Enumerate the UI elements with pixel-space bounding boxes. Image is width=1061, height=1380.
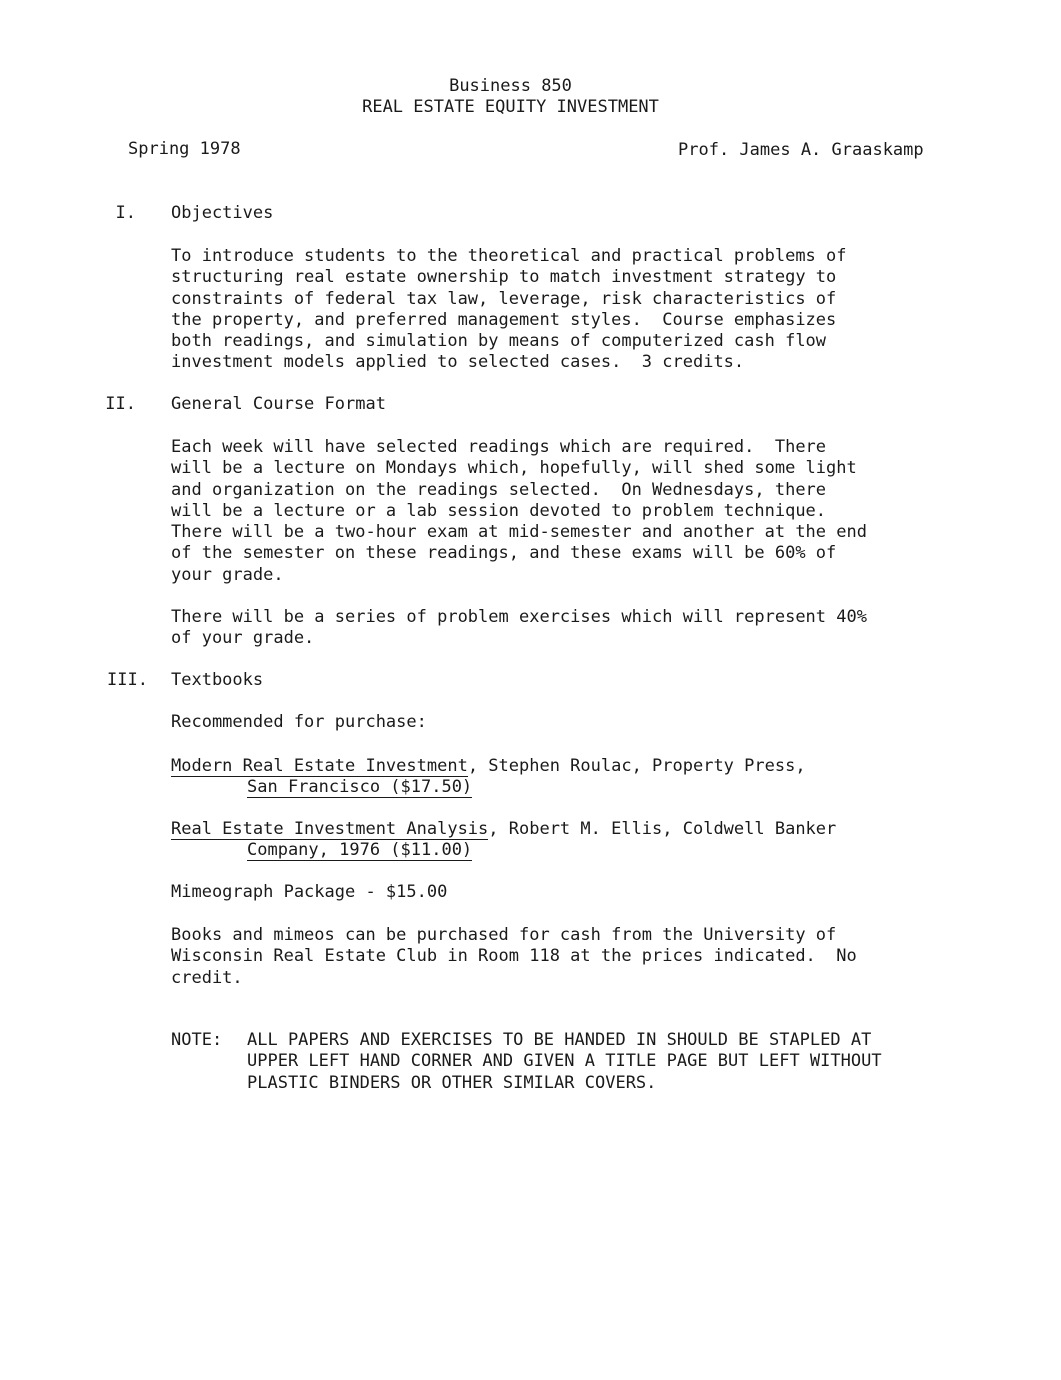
text-line: structuring real estate ownership to match investment strategy to	[171, 267, 837, 288]
text-line: investment models applied to selected cases. 3 credits.	[171, 352, 745, 373]
format-paragraph-1	[171, 437, 951, 586]
text-line: PLASTIC BINDERS OR OTHER SIMILAR COVERS.	[247, 1072, 657, 1093]
book-publisher-line: Company, 1976 ($11.00)	[247, 840, 473, 861]
text-line: constraints of federal tax law, leverage, risk characteristics of	[171, 288, 837, 309]
text-line: UPPER LEFT HAND CORNER AND GIVEN A TITLE PAGE BUT LEFT WITHOUT	[247, 1051, 882, 1072]
professor: Prof. James A. Graaskamp	[678, 140, 924, 160]
section-number-1: I.	[115, 203, 136, 223]
book-entry	[171, 756, 951, 799]
book-title: Real Estate Investment Analysis	[171, 819, 489, 839]
purchase-paragraph	[171, 925, 951, 989]
text-line: Wisconsin Real Estate Club in Room 118 at the prices indicated. No	[171, 946, 857, 967]
text-line: the property, and preferred management styles. Course emphasizes	[171, 309, 837, 330]
text-line: your grade.	[171, 564, 284, 585]
book-title: Modern Real Estate Investment	[171, 756, 468, 776]
note-label: NOTE:	[171, 1030, 223, 1050]
text-line: both readings, and simulation by means of computerized cash flow	[171, 331, 827, 352]
format-paragraph-2	[171, 607, 951, 650]
objectives-paragraph	[171, 246, 951, 374]
text-line: of your grade.	[171, 628, 315, 649]
section-number-3: III.	[107, 670, 148, 690]
course-number: Business 850	[449, 76, 572, 96]
text-line: There will be a series of problem exercises which will represent 40%	[171, 607, 867, 627]
course-title: REAL ESTATE EQUITY INVESTMENT	[362, 97, 659, 117]
text-line: of the semester on these readings, and these exams will be 60% of	[171, 543, 837, 564]
term: Spring 1978	[128, 139, 241, 159]
text-line: credit.	[171, 967, 243, 988]
section-title-course-format: General Course Format	[171, 394, 386, 414]
section-title-textbooks: Textbooks	[171, 670, 264, 690]
mimeograph-package: Mimeograph Package - $15.00	[171, 882, 448, 902]
section-title-objectives: Objectives	[171, 203, 274, 223]
text-line: There will be a two-hour exam at mid-semester and another at the end	[171, 522, 867, 543]
book-details: , Robert M. Ellis, Coldwell Banker	[488, 819, 837, 839]
book-entry	[171, 819, 951, 862]
text-line: ALL PAPERS AND EXERCISES TO BE HANDED IN SHOULD BE STAPLED AT	[247, 1030, 872, 1050]
text-line: To introduce students to the theoretical and practical problems of	[171, 246, 847, 266]
note-body	[247, 1030, 947, 1094]
text-line: Books and mimeos can be purchased for cash from the University of	[171, 925, 837, 945]
section-number-2: II.	[105, 394, 136, 414]
book-details: , Stephen Roulac, Property Press,	[467, 756, 806, 776]
text-line: will be a lecture or a lab session devoted to problem technique.	[171, 500, 827, 521]
book-publisher-line: San Francisco ($17.50)	[247, 777, 473, 798]
text-line: will be a lecture on Mondays which, hopefully, will shed some light	[171, 458, 857, 479]
text-line: and organization on the readings selected. On Wednesdays, there	[171, 479, 827, 500]
textbooks-intro: Recommended for purchase:	[171, 712, 427, 732]
text-line: Each week will have selected readings which are required. There	[171, 437, 827, 457]
